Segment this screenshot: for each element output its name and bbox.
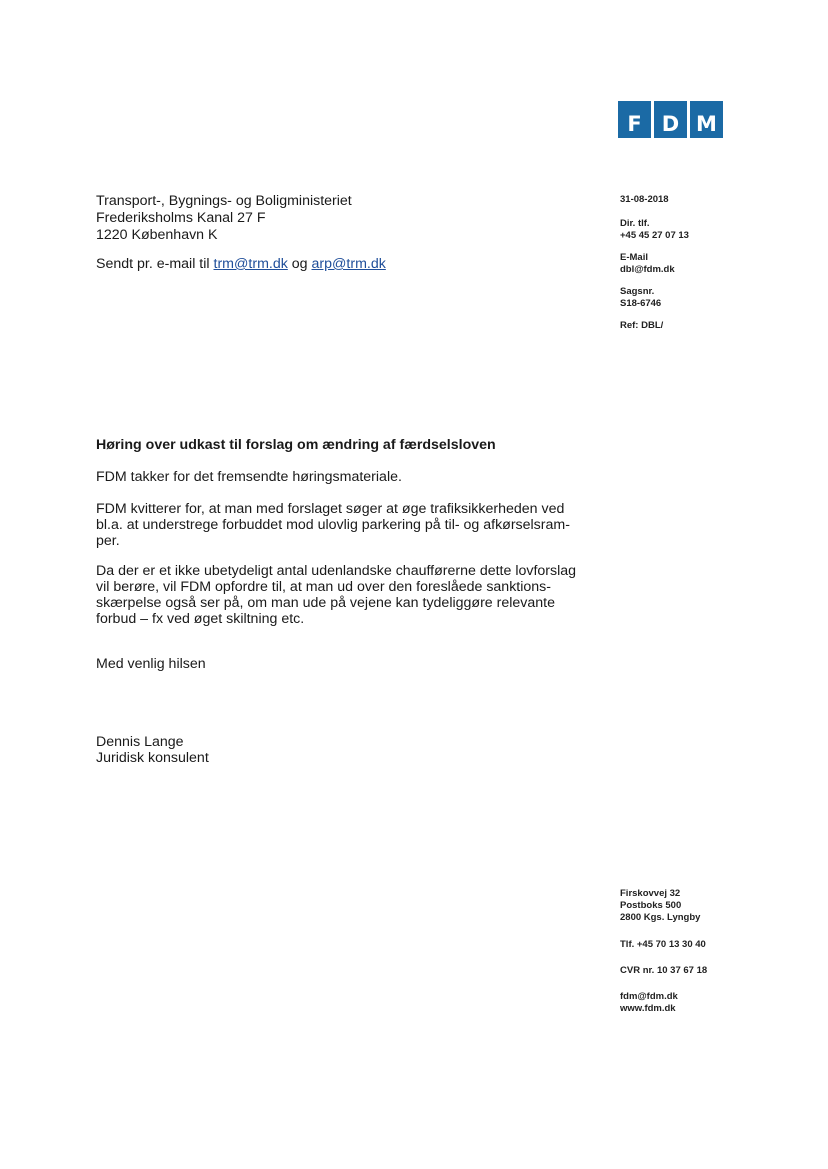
email-value: dbl@fdm.dk (620, 264, 675, 275)
paragraph-line: FDM kvitterer for, at man med forslaget søger at øge trafiksikkerheden ved (96, 501, 565, 517)
footer-address-line: 2800 Kgs. Lyngby (620, 912, 701, 923)
logo-letter-d: D (654, 101, 687, 138)
paragraph-1: FDM takker for det fremsendte høringsmateriale. (96, 469, 402, 485)
footer-address (620, 888, 700, 924)
email-link-arp[interactable]: arp@trm.dk (311, 256, 386, 272)
sent-by-email-line (96, 256, 386, 272)
letter-subject: Høring over udkast til forslag om ændring af færdselsloven (96, 437, 496, 453)
sent-prefix: Sendt pr. e-mail til (96, 256, 210, 272)
footer-web-block (620, 991, 678, 1015)
phone-block (620, 218, 689, 242)
letter-date: 31-08-2018 (620, 194, 669, 205)
sent-mid: og (291, 256, 308, 272)
paragraph-line: bl.a. at understrege forbuddet mod ulovlig parkering på til- og afkørselsram- (96, 517, 570, 533)
paragraph-3 (96, 563, 594, 627)
footer-phone: Tlf. +45 70 13 30 40 (620, 939, 706, 950)
paragraph-line: Da der er et ikke ubetydeligt antal udenlandske chaufførerne dette lovforslag (96, 563, 577, 579)
signature-block (96, 734, 594, 766)
email-block (620, 252, 675, 276)
case-block (620, 286, 661, 310)
signer-name: Dennis Lange (96, 734, 184, 750)
footer-email: fdm@fdm.dk (620, 991, 678, 1002)
logo-letter-f: F (618, 101, 651, 138)
case-value: S18-6746 (620, 298, 662, 309)
fdm-logo (618, 101, 723, 138)
email-link-trm[interactable]: trm@trm.dk (213, 256, 288, 272)
case-label: Sagsnr. (620, 286, 655, 297)
closing: Med venlig hilsen (96, 656, 206, 672)
recipient-line: 1220 København K (96, 227, 218, 243)
phone-label: Dir. tlf. (620, 218, 650, 229)
recipient-address (96, 193, 352, 244)
reference: Ref: DBL/ (620, 320, 664, 331)
footer-cvr: CVR nr. 10 37 67 18 (620, 965, 708, 976)
logo-letter-m: M (690, 101, 723, 138)
phone-value: +45 45 27 07 13 (620, 230, 689, 241)
footer-address-line: Postboks 500 (620, 900, 682, 911)
signer-title: Juridisk konsulent (96, 750, 209, 766)
paragraph-line: forbud – fx ved øget skiltning etc. (96, 611, 305, 627)
recipient-line: Transport-, Bygnings- og Boligministeriet (96, 193, 352, 209)
footer-website: www.fdm.dk (620, 1003, 676, 1014)
recipient-line: Frederiksholms Kanal 27 F (96, 210, 266, 226)
paragraph-line: per. (96, 533, 120, 549)
paragraph-line: skærpelse også ser på, om man ude på vejene kan tydeliggøre relevante (96, 595, 555, 611)
email-label: E-Mail (620, 252, 648, 263)
paragraph-2 (96, 501, 594, 549)
paragraph-line: vil berøre, vil FDM opfordre til, at man ud over den foreslåede sanktions- (96, 579, 551, 595)
footer-address-line: Firskovvej 32 (620, 888, 681, 899)
